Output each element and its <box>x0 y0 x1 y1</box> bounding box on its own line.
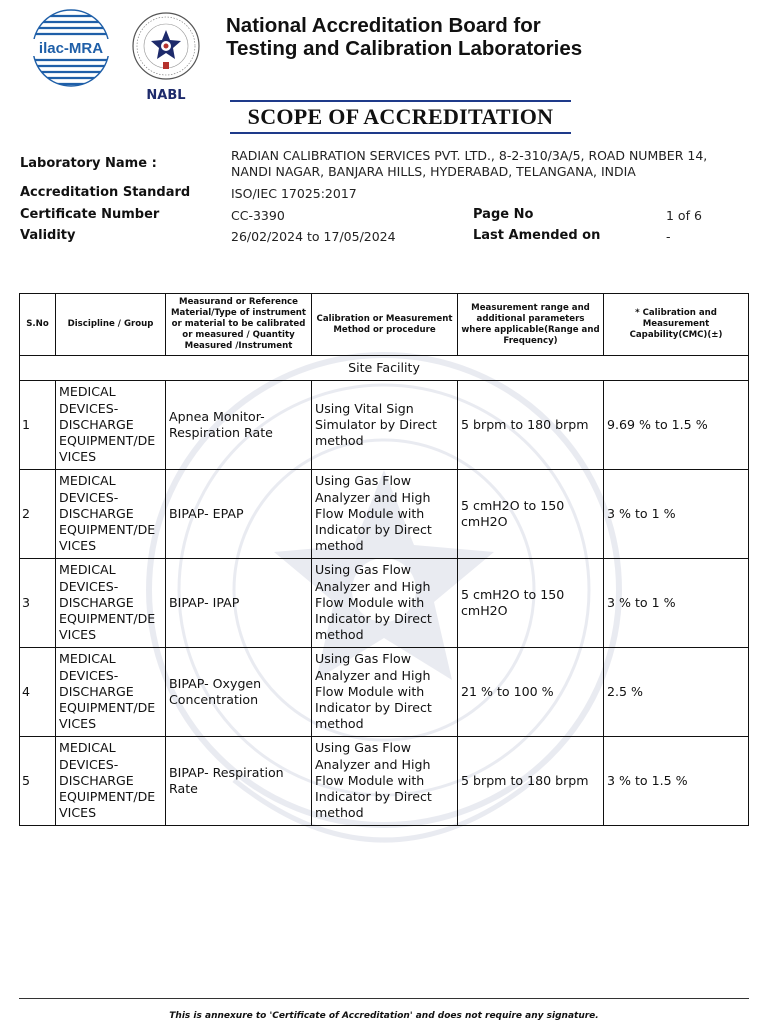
cell-range <box>458 381 604 470</box>
cell-cmc: 9.69 % to 1.5 % <box>604 381 749 470</box>
cell-cmc: 3 % to 1 % <box>604 559 749 648</box>
cell-method <box>312 559 458 648</box>
cell-line: VICES <box>59 805 97 821</box>
table-header-row <box>20 294 749 356</box>
cell-line: VICES <box>59 538 97 554</box>
cell-line: 5 brpm to 180 brpm <box>461 416 589 432</box>
cell-method <box>312 381 458 470</box>
cell-line: 5 cmH2O to 150 <box>461 586 565 602</box>
column-header-cmc: * Calibration and Measurement Capability(CMC)(±) <box>604 294 749 356</box>
cell-line: Using Gas Flow <box>315 651 412 667</box>
cell-line: Analyzer and High <box>315 667 431 683</box>
cell-line: Using Vital Sign <box>315 400 414 416</box>
cell-measurand <box>166 648 312 737</box>
table-row <box>20 559 749 648</box>
last-amended-label: Last Amended on <box>473 228 601 243</box>
ilac-logo-text: ilac-MRA <box>38 40 104 57</box>
cell-line: 5 brpm to 180 brpm <box>461 772 589 788</box>
cell-line: Flow Module with <box>315 594 425 610</box>
cell-line: VICES <box>59 716 97 732</box>
cell-method <box>312 737 458 826</box>
cell-line: method <box>315 433 364 449</box>
cell-line: MEDICAL <box>59 384 116 400</box>
cell-line: VICES <box>59 627 97 643</box>
cell-discipline <box>56 737 166 826</box>
table-row <box>20 470 749 559</box>
cell-line: DISCHARGE <box>59 505 134 521</box>
lab-name-line-2: NANDI NAGAR, BANJARA HILLS, HYDERABAD, TELANGANA, INDIA <box>231 164 636 179</box>
cell-line: MEDICAL <box>59 562 116 578</box>
scope-title: SCOPE OF ACCREDITATION <box>247 104 554 129</box>
cell-line: Analyzer and High <box>315 489 431 505</box>
cell-line: Analyzer and High <box>315 756 431 772</box>
section-row <box>20 356 749 381</box>
cell-discipline <box>56 559 166 648</box>
cell-cmc: 3 % to 1 % <box>604 470 749 559</box>
cell-line: Indicator by Direct <box>315 789 432 805</box>
last-amended-value: - <box>666 229 671 244</box>
cell-line: BIPAP- EPAP <box>169 505 244 521</box>
cell-method <box>312 470 458 559</box>
cell-line: DEVICES- <box>59 756 119 772</box>
page-no-label: Page No <box>473 207 534 222</box>
ilac-mra-logo <box>28 8 114 88</box>
board-title-line-1: National Accreditation Board for <box>226 14 541 37</box>
board-title <box>226 14 582 60</box>
cell-sno: 4 <box>20 648 56 737</box>
cell-cmc: 2.5 % <box>604 648 749 737</box>
cell-line: method <box>315 716 364 732</box>
cell-line: DISCHARGE <box>59 416 134 432</box>
cell-line: Indicator by Direct <box>315 611 432 627</box>
cell-line: Analyzer and High <box>315 578 431 594</box>
cell-sno: 3 <box>20 559 56 648</box>
cell-line: DISCHARGE <box>59 772 134 788</box>
cell-line: MEDICAL <box>59 651 116 667</box>
cell-measurand <box>166 737 312 826</box>
cell-line: 5 cmH2O to 150 <box>461 497 565 513</box>
table-row <box>20 381 749 470</box>
validity-label: Validity <box>20 228 76 243</box>
column-header-measurand: Measurand or Reference Material/Type of instrument or material to be calibrated or measured / Quantity Measured /Instrument <box>166 294 312 356</box>
board-title-line-2: Testing and Calibration Laboratories <box>226 37 583 60</box>
cell-line: Indicator by Direct <box>315 522 432 538</box>
cell-method <box>312 648 458 737</box>
cell-line: Using Gas Flow <box>315 473 412 489</box>
cell-line: Rate <box>169 781 198 796</box>
cell-discipline <box>56 381 166 470</box>
scope-table <box>19 293 749 826</box>
cell-line: Concentration <box>169 692 259 707</box>
cell-line: cmH2O <box>461 514 508 529</box>
lab-name-line-1: RADIAN CALIBRATION SERVICES PVT. LTD., 8-2-310/3A/5, ROAD NUMBER 14, <box>231 148 708 163</box>
scope-heading <box>230 100 571 134</box>
certificate-label: Certificate Number <box>20 207 160 222</box>
cell-line: method <box>315 627 364 643</box>
cell-line: EQUIPMENT/DE <box>59 522 156 538</box>
cell-line: EQUIPMENT/DE <box>59 611 156 627</box>
cell-line: Apnea Monitor- <box>169 408 265 424</box>
cell-discipline <box>56 648 166 737</box>
cell-line: MEDICAL <box>59 473 116 489</box>
cell-range <box>458 559 604 648</box>
cell-measurand <box>166 559 312 648</box>
cell-line: DEVICES- <box>59 667 119 683</box>
cell-line: DISCHARGE <box>59 594 134 610</box>
cell-line: Respiration Rate <box>169 425 273 440</box>
column-header-sno: S.No <box>20 294 56 356</box>
cell-range <box>458 648 604 737</box>
cell-line: DEVICES- <box>59 489 119 505</box>
section-label: Site Facility <box>20 356 749 381</box>
cell-line: Indicator by Direct <box>315 700 432 716</box>
certificate-value: CC-3390 <box>231 208 285 223</box>
table-row <box>20 648 749 737</box>
cell-line: Flow Module with <box>315 772 425 788</box>
lab-name-label: Laboratory Name : <box>20 156 157 171</box>
cell-measurand <box>166 470 312 559</box>
table-row <box>20 737 749 826</box>
cell-line: DEVICES- <box>59 400 119 416</box>
nabl-logo <box>130 10 202 102</box>
cell-line: method <box>315 538 364 554</box>
cell-line: cmH2O <box>461 603 508 618</box>
cell-line: Flow Module with <box>315 683 425 699</box>
column-header-range: Measurement range and additional parameters where applicable(Range and Frequency) <box>458 294 604 356</box>
cell-line: BIPAP- IPAP <box>169 594 240 610</box>
column-header-discipline: Discipline / Group <box>56 294 166 356</box>
cell-line: EQUIPMENT/DE <box>59 789 156 805</box>
cell-sno: 5 <box>20 737 56 826</box>
cell-cmc: 3 % to 1.5 % <box>604 737 749 826</box>
cell-line: VICES <box>59 449 97 465</box>
cell-measurand <box>166 381 312 470</box>
cell-range <box>458 737 604 826</box>
cell-range <box>458 470 604 559</box>
footer-note: This is annexure to 'Certificate of Accreditation' and does not require any signature. <box>169 1011 599 1021</box>
cell-line: EQUIPMENT/DE <box>59 433 156 449</box>
cell-discipline <box>56 470 166 559</box>
cell-line: Simulator by Direct <box>315 416 437 432</box>
page-no-value: 1 of 6 <box>666 208 702 223</box>
column-header-method: Calibration or Measurement Method or procedure <box>312 294 458 356</box>
cell-line: method <box>315 805 364 821</box>
cell-line: BIPAP- Oxygen <box>169 675 262 691</box>
cell-line: BIPAP- Respiration <box>169 764 284 780</box>
cell-sno: 2 <box>20 470 56 559</box>
cell-line: EQUIPMENT/DE <box>59 700 156 716</box>
cell-line: Using Gas Flow <box>315 740 412 756</box>
footer-divider <box>19 998 749 999</box>
cell-line: 21 % to 100 % <box>461 683 554 699</box>
cell-line: DEVICES- <box>59 578 119 594</box>
validity-value: 26/02/2024 to 17/05/2024 <box>231 229 396 244</box>
lab-name-value <box>231 148 707 180</box>
standard-value: ISO/IEC 17025:2017 <box>231 186 357 201</box>
standard-label: Accreditation Standard <box>20 185 191 200</box>
cell-line: Using Gas Flow <box>315 562 412 578</box>
cell-line: Flow Module with <box>315 505 425 521</box>
cell-sno: 1 <box>20 381 56 470</box>
cell-line: DISCHARGE <box>59 683 134 699</box>
nabl-logo-text: NABL <box>146 88 186 102</box>
cell-line: MEDICAL <box>59 740 116 756</box>
